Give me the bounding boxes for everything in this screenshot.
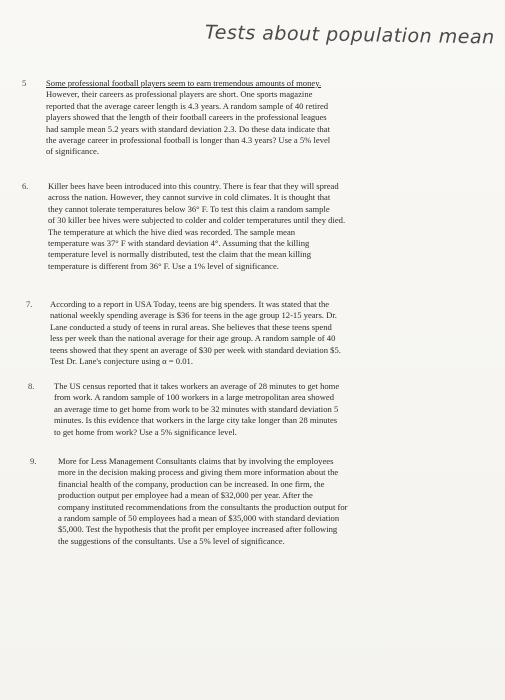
- text-line: Killer bees have been introduced into this country. There is fear that they will spread: [48, 181, 339, 191]
- text-line: $5,000. Test the hypothesis that the profit per employee increased after following: [58, 524, 338, 535]
- text-line: across the nation. However, they cannot survive in cold climates. It is thought that: [48, 192, 331, 203]
- text-line: the suggestions of the consultants. Use a 5% level of significance.: [58, 535, 285, 546]
- problem-text: [46, 78, 330, 158]
- problem-text: [54, 381, 339, 438]
- text-line: Lane conducted a study of teens in rural areas. She believes that these teens spend: [50, 321, 332, 332]
- text-line: company instituted recommendations from the consultants the production output for: [58, 501, 348, 512]
- text-line: a random sample of 50 employees had a mean of $35,000 with standard deviation: [58, 513, 340, 524]
- text-line: More for Less Management Consultants claims that by involving the employees: [58, 456, 334, 466]
- text-line: financial health of the company, production can be increased. In one firm, the: [58, 478, 325, 489]
- problem-text: [50, 299, 341, 367]
- problem-number: 8.: [28, 381, 35, 391]
- text-line: temperature was 37° F with standard deviation 4°. Assuming that the killing: [48, 238, 310, 249]
- text-line: minutes. Is this evidence that workers in the large city take longer than 28 minutes: [54, 415, 338, 426]
- text-line: had sample mean 5.2 years with standard deviation 2.3. Do these data indicate that: [46, 123, 330, 134]
- problem-number: 6.: [22, 181, 29, 191]
- text-line: Some professional football players seem to earn tremendous amounts of money.: [46, 78, 322, 88]
- text-line: more in the decision making process and giving them more information about the: [58, 467, 339, 478]
- problem-5: [22, 78, 492, 170]
- text-line: from work. A random sample of 100 workers in a large metropolitan area showed: [54, 392, 335, 403]
- text-line: However, their careers as professional players are short. One sports magazine: [46, 89, 313, 100]
- problem-number: 5: [22, 78, 27, 88]
- problem-text: [48, 181, 345, 272]
- text-line: national weekly spending average is $36 for teens in the age group 12-15 years. Dr.: [50, 310, 337, 321]
- text-line: players showed that the length of their football careers in the professional leagues: [46, 112, 327, 123]
- text-line: teens showed that they spent an average of $30 per week with standard deviation $5.: [50, 344, 341, 355]
- text-line: less per week than the national average for their age group. A random sample of 40: [50, 333, 336, 344]
- text-line: The temperature at which the hive died was recorded. The sample mean: [48, 226, 296, 237]
- problem-9: [30, 456, 492, 552]
- problem-6: [22, 181, 492, 281]
- text-line: to get home from work? Use a 5% significance level.: [54, 426, 237, 437]
- text-line: reported that the average career length is 4.3 years. A random sample of 40 retired: [46, 100, 329, 111]
- text-line: Test Dr. Lane's conjecture using α = 0.01.: [50, 356, 193, 367]
- text-line: of significance.: [46, 146, 99, 157]
- problem-number: 7.: [26, 299, 33, 309]
- text-line: temperature level is normally distributed, test the claim that the mean killing: [48, 249, 311, 260]
- text-line: The US census reported that it takes workers an average of 28 minutes to get home: [54, 381, 340, 391]
- text-line: temperature is different from 36° F. Use a 1% level of significance.: [48, 260, 279, 271]
- text-line: production output per employee had a mean of $32,000 per year. After the: [58, 490, 313, 501]
- problem-7: [26, 299, 492, 373]
- text-line: an average time to get home from work to be 32 minutes with standard deviation 5: [54, 403, 339, 414]
- handwritten-title: Tests about population mean: [205, 21, 496, 49]
- problem-8: [28, 381, 492, 443]
- text-line: of 30 killer bee hives were subjected to colder and colder temperatures until they died.: [48, 215, 346, 226]
- text-line: According to a report in USA Today, teens are big spenders. It was stated that the: [50, 299, 330, 309]
- text-line: the average career in professional football is longer than 4.3 years? Use a 5% level: [46, 135, 331, 146]
- text-line: they cannot tolerate temperatures below 36° F. To test this claim a random sample: [48, 203, 330, 214]
- problem-number: 9.: [30, 456, 37, 466]
- problem-text: [58, 456, 348, 547]
